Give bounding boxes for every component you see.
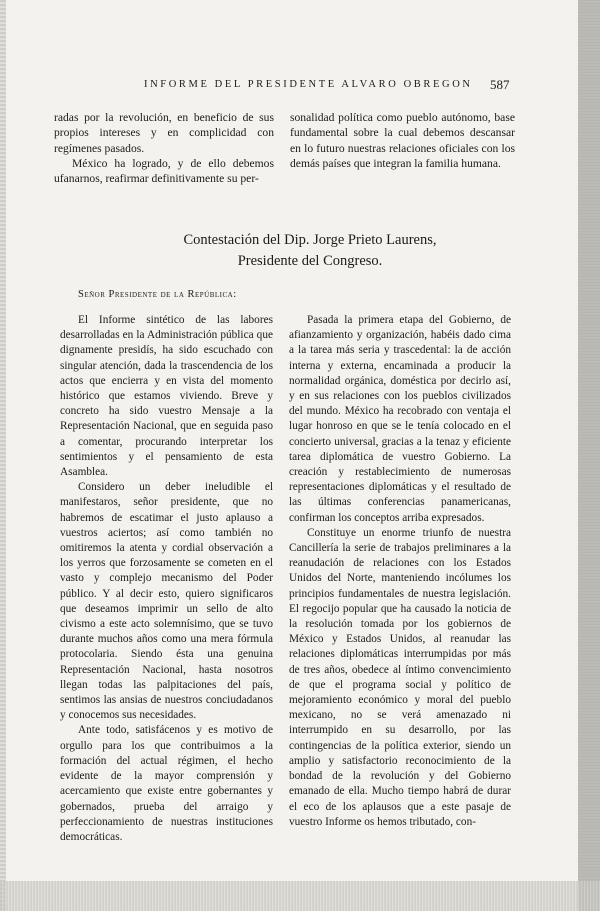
salutation: Señor Presidente de la República:: [78, 289, 237, 300]
scan-left-edge: [0, 0, 6, 911]
paragraph: Constituye un enorme triunfo de nuestra Cancillería la serie de trabajos preliminares a la reanudación de relaciones con los Estados Unidos del Norte, manteniendo incólumes los principios fundamentales de nuestra legislación. El regocijo popular que ha causado la noticia de la resolución tomada por los gobiernos de México y Estados Unidos, al reanudar las relaciones diplomáticas interrumpidas por más de tres años, obedece al íntimo convencimiento de que el programa social y político de mejoramiento económico y moral del pueblo mexicano, no se verá amenazado ni interrumpido en su desarrollo, por las contingencias de la política exterior, siendo un amplio y satisfactorio reconocimiento de la bondad de la revolución y del Gobierno emanado de ella. Mucho tiempo habrá de durar el eco de los aplausos que a este pasaje de vuestro Informe os hemos tributado, con-: [289, 526, 511, 828]
main-left-column: [60, 313, 273, 845]
reply-title-line-2: Presidente del Congreso.: [237, 253, 383, 269]
scan-bottom-edge: [0, 881, 600, 911]
paragraph: radas por la revolución, en beneficio de sus propios intereses y en complicidad con regímenes pasados.: [54, 111, 274, 155]
paragraph: Pasada la primera etapa del Gobierno, de afianzamiento y organización, habéis dado cima a la tarea más seria y trascedental: la de acción interna y externa, encaminada a producir la normalidad orgánica, doméstica por decirlo así, y en sus relaciones con los pueblos civilizados del mundo. México ha recobrado con ventaja el lugar honroso en que se le tenía colocado en el concierto universal, gracias a la tenaz y eficiente tarea diplomática de vuestro Gobierno. La creación y restablecimiento de numerosas representaciones diplomáticas y el resultado de las últimas conferencias panamericanas, confirman los conceptos arriba expresados.: [289, 314, 511, 524]
paragraph: Considero un deber ineludible el manifestaros, señor presidente, que no habremos de escatimar el justo aplauso a vuestros aciertos; así como también no omitiremos la atenta y cordial observación a los yerros que forzosamente se cometen en el vasto y complejo mecanismo del Poder público. Y al decir esto, quiero significaros que deseamos imprimir un sello de alto civismo a este acto solemnísimo, que se tuvo durante muchos años como una mera fórmula protocolaria. Siendo ésta una genuina Representación Nacional, hasta nosotros llegan todas las palpitaciones del país, sentimos las ansias de nuestros conciudadanos y conocemos sus necesidades.: [60, 481, 273, 722]
main-right-column: [289, 313, 511, 830]
paragraph: sonalidad política como pueblo autónomo, base fundamental sobre la cual debemos descansar en lo futuro nuestras relaciones oficiales con los demás países que integran la familia humana.: [290, 111, 515, 170]
page-number: 587: [490, 77, 510, 92]
paragraph: Ante todo, satisfácenos y es motivo de orgullo para los que contribuimos a la formación del actual régimen, el hecho evidente de la mayor comprensión y acercamiento que existe entre gobernantes y gobernados, prueba del arraigo y perfeccionamiento de nuestras instituciones democráticas.: [60, 724, 273, 843]
paragraph: México ha logrado, y de ello debemos ufanarnos, reafirmar definitivamente su per-: [54, 156, 274, 186]
running-header: INFORME DEL PRESIDENTE ALVARO OBREGON: [144, 79, 473, 90]
paragraph: El Informe sintético de las labores desarrolladas en la Administración pública que dignamente presidís, ha sido escuchado con singular atención, dada la trascendencia de los actos que encierra y en vista del momento histórico que estamos viviendo. Breve y concreto ha sido vuestro Mensaje a la Representación Nacional, que en seguida paso a comentar, procurando interpretar los sentimientos y el pensamiento de esta Asamblea.: [60, 314, 273, 479]
scan-right-edge: [578, 0, 600, 911]
reply-title: [80, 230, 540, 272]
top-right-column: [290, 110, 515, 171]
top-left-column: [54, 110, 274, 186]
reply-title-line-1: Contestación del Dip. Jorge Prieto Laurens,: [183, 232, 437, 248]
